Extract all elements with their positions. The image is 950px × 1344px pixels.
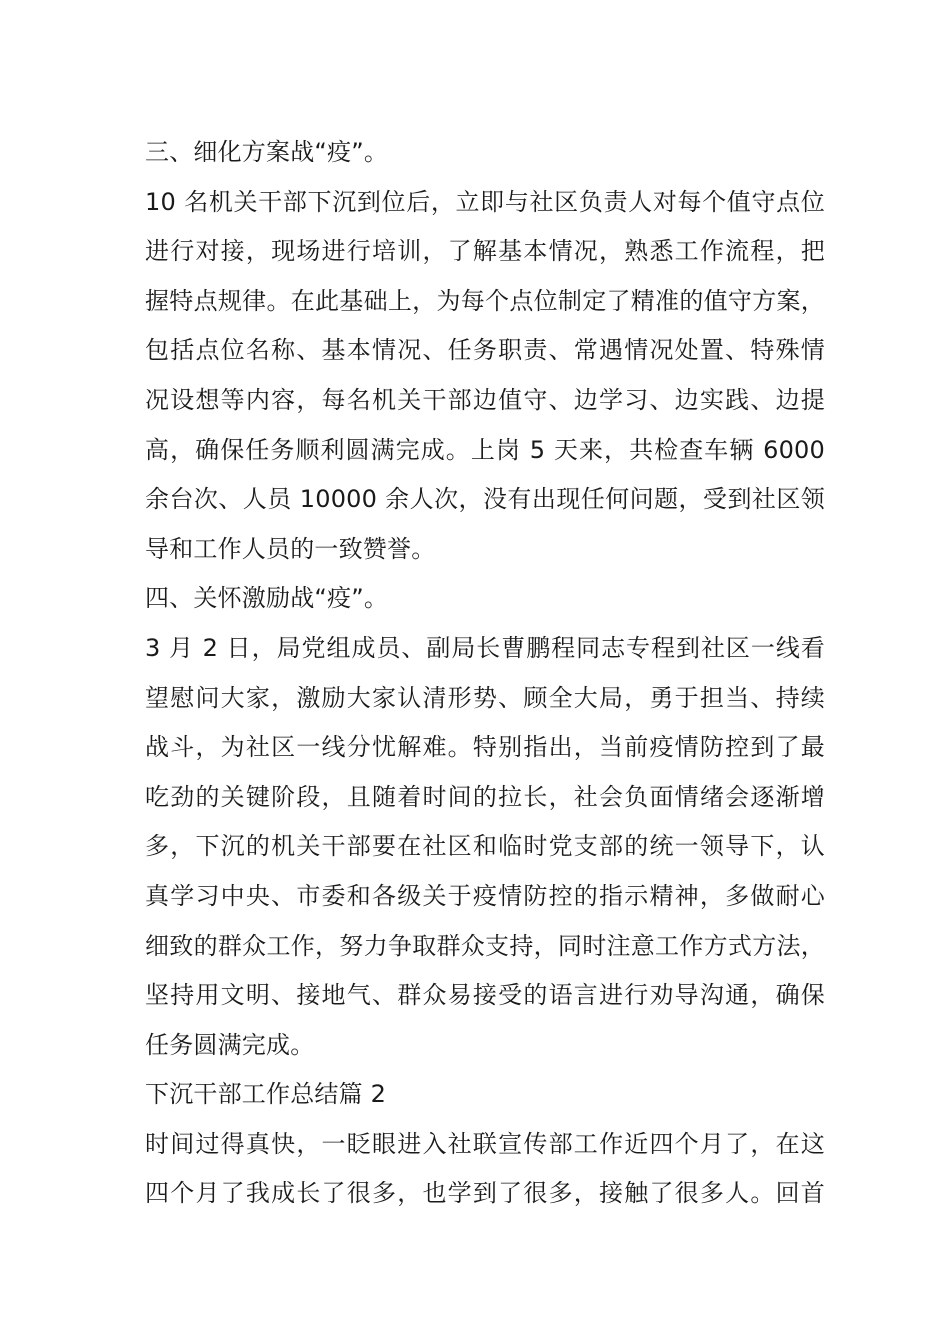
text-line: 10 名机关干部下沉到位后，立即与社区负责人对每个值守点位 <box>145 187 825 216</box>
text-line: 细致的群众工作，努力争取群众支持，同时注意工作方式方法， <box>145 931 825 960</box>
text-line: 进行对接，现场进行培训，了解基本情况，熟悉工作流程，把 <box>145 237 825 266</box>
text-line: 握特点规律。在此基础上，为每个点位制定了精准的值守方案， <box>145 286 825 315</box>
text-line: 高，确保任务顺利圆满完成。上岗 5 天来，共检查车辆 6000 <box>145 435 825 464</box>
text-line: 坚持用文明、接地气、群众易接受的语言进行劝导沟通，确保 <box>145 981 825 1010</box>
text-line: 四个月了我成长了很多，也学到了很多，接触了很多人。回首 <box>145 1179 825 1208</box>
text-line: 三、细化方案战“疫”。 <box>145 138 389 166</box>
text-line: 望慰问大家，激励大家认清形势、顾全大局，勇于担当、持续 <box>145 683 825 712</box>
text-line: 下沉干部工作总结篇 2 <box>145 1080 387 1109</box>
text-line: 四、关怀激励战“疫”。 <box>145 584 389 613</box>
document-body <box>145 128 825 1219</box>
text-line: 吃劲的关键阶段，且随着时间的拉长，社会负面情绪会逐渐增 <box>145 782 825 811</box>
text-line: 况设想等内容，每名机关干部边值守、边学习、边实践、边提 <box>145 385 825 414</box>
text-line: 时间过得真快，一眨眼进入社联宣传部工作近四个月了，在这 <box>145 1129 825 1158</box>
text-line: 任务圆满完成。 <box>145 1030 315 1059</box>
text-line: 包括点位名称、基本情况、任务职责、常遇情况处置、特殊情 <box>145 336 825 365</box>
text-line: 导和工作人员的一致赞誉。 <box>145 534 436 563</box>
text-line: 3 月 2 日，局党组成员、副局长曹鹏程同志专程到社区一线看 <box>145 633 825 662</box>
text-line: 多，下沉的机关干部要在社区和临时党支部的统一领导下，认 <box>145 832 825 861</box>
text-line: 真学习中央、市委和各级关于疫情防控的指示精神，多做耐心 <box>145 881 825 910</box>
text-line: 战斗，为社区一线分忧解难。特别指出，当前疫情防控到了最 <box>145 733 825 762</box>
text-line: 余台次、人员 10000 余人次，没有出现任何问题，受到社区领 <box>145 485 825 514</box>
